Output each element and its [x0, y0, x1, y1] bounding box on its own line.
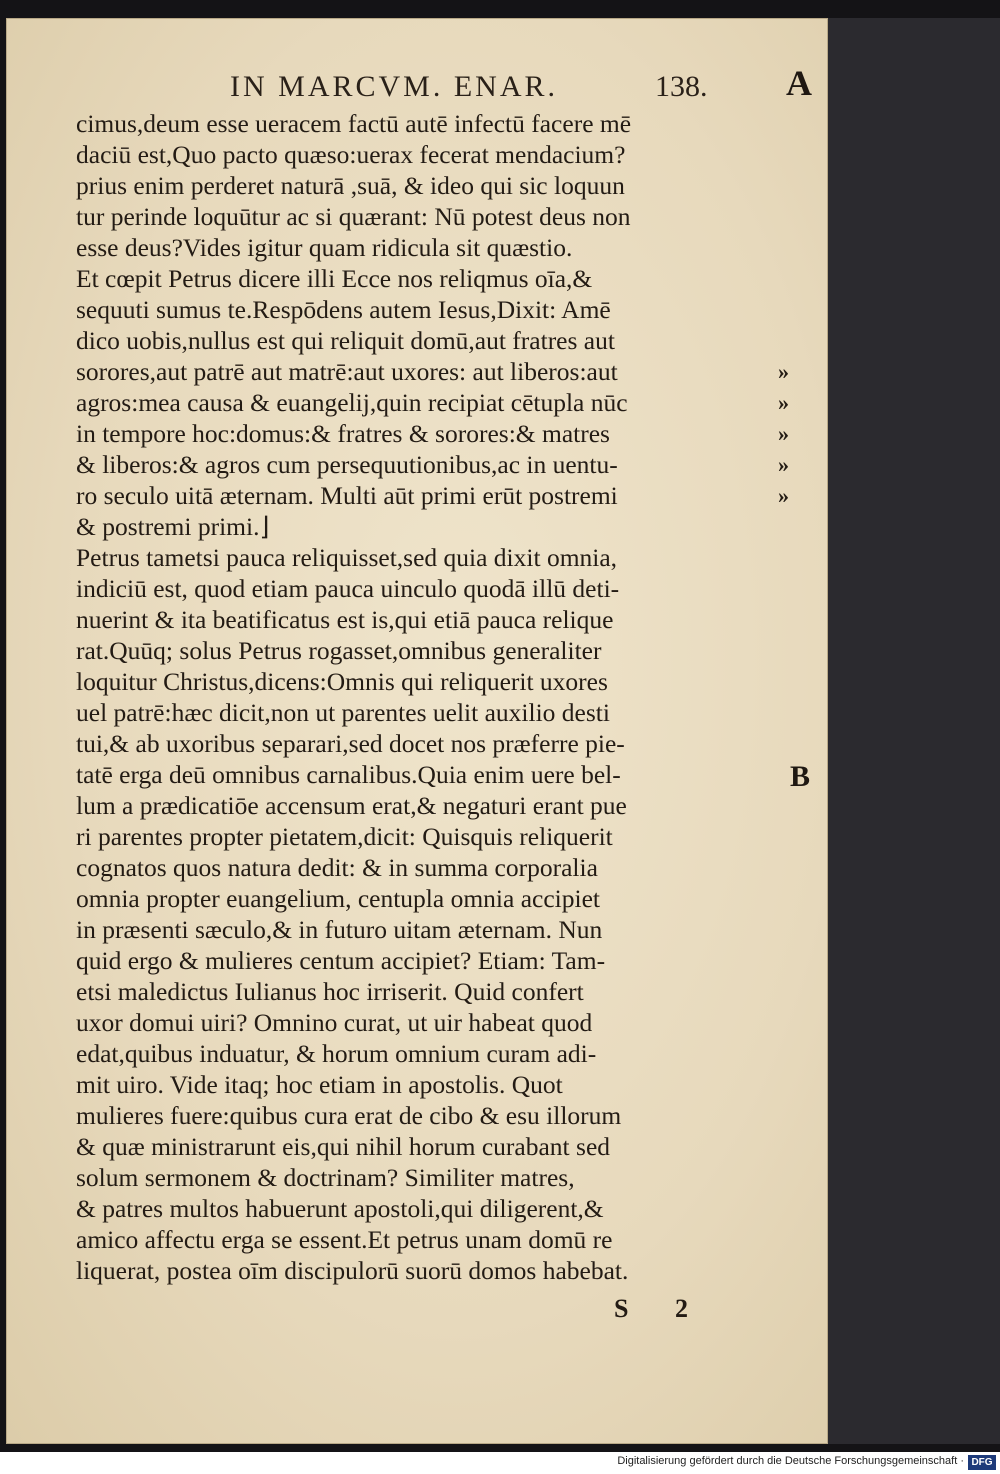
text-line: rat.Quūq; solus Petrus rogasset,omnibus generaliter	[76, 636, 602, 665]
text-line: prius enim perderet naturā ,suā, & ideo qui sic loquun	[76, 171, 625, 200]
signature-mark: S 2	[614, 1294, 708, 1323]
text-line: daciū est,Quo pacto quæso:uerax fecerat mendacium?	[76, 140, 626, 169]
text-line: Et cœpit Petrus dicere illi Ecce nos reliqmus oīa,&	[76, 264, 593, 293]
text-line: mit uiro. Vide itaq; hoc etiam in apostolis. Quot	[76, 1070, 563, 1099]
text-line: cognatos quos natura dedit: & in summa corporalia	[76, 853, 598, 882]
text-line: tur perinde loquūtur ac si quærant: Nū potest deus non	[76, 202, 631, 231]
text-line: solum sermonem & doctrinam? Similiter matres,	[76, 1163, 575, 1192]
text-line: in tempore hoc:domus:& fratres & sorores:& matres	[76, 419, 610, 448]
text-line: & postremi primi.⌋	[76, 512, 270, 541]
text-line: tui,& ab uxoribus separari,sed docet nos præferre pie-	[76, 729, 625, 758]
text-line: uel patrē:hæc dicit,non ut parentes uelit auxilio desti	[76, 698, 610, 727]
dark-margin-strip	[828, 18, 1000, 1444]
text-line: amico affectu erga se essent.Et petrus unam domū re	[76, 1225, 613, 1254]
footer-credit: Digitalisierung gefördert durch die Deutsche Forschungsgemeinschaft ·	[617, 1455, 964, 1467]
text-line: loquitur Christus,dicens:Omnis qui reliquerit uxores	[76, 667, 608, 696]
quote-mark: »	[778, 483, 789, 508]
text-line: ri parentes propter pietatem,dicit: Quisquis reliquerit	[76, 822, 613, 851]
text-line: mulieres fuere:quibus cura erat de cibo & esu illorum	[76, 1101, 622, 1130]
text-line: edat,quibus induatur, & horum omnium curam adi-	[76, 1039, 597, 1068]
dfg-logo-icon: DFG	[968, 1455, 996, 1470]
text-line: & quæ ministrarunt eis,qui nihil horum curabant sed	[76, 1132, 611, 1161]
text-line: dico uobis,nullus est qui reliquit domū,aut fratres aut	[76, 326, 615, 355]
margin-mark-b: B	[790, 760, 811, 793]
text-line: nuerint & ita beatificatus est is,qui etiā pauca relique	[76, 605, 614, 634]
quote-mark: »	[778, 421, 789, 446]
text-line: indiciū est, quod etiam pauca uinculo quodā illū deti-	[76, 574, 620, 603]
text-line: sequuti sumus te.Respōdens autem Iesus,Dixit: Amē	[76, 295, 611, 324]
quote-mark: »	[778, 390, 789, 415]
text-line: in præsenti sæculo,& in futuro uitam æternam. Nun	[76, 915, 603, 944]
text-line: & liberos:& agros cum persequutionibus,ac in uentu-	[76, 450, 618, 479]
text-line: tatē erga deū omnibus carnalibus.Quia enim uere bel-	[76, 760, 621, 789]
quote-mark: »	[778, 452, 789, 477]
text-line: agros:mea causa & euangelij,quin recipiat cētupla nūc	[76, 388, 628, 417]
footer-bar	[0, 1452, 1000, 1474]
text-line: omnia propter euangelium, centupla omnia accipiet	[76, 884, 600, 913]
text-line: ro seculo uitā æternam. Multi aūt primi erūt postremi	[76, 481, 618, 510]
text-line: etsi maledictus Iulianus hoc irriserit. Quid confert	[76, 977, 584, 1006]
margin-mark-a: A	[786, 63, 812, 103]
text-line: lum a prædicatiōe accensum erat,& negaturi erant pue	[76, 791, 627, 820]
text-line: Petrus tametsi pauca reliquisset,sed quia dixit omnia,	[76, 543, 618, 572]
text-line: cimus,deum esse ueracem factū autē infectū facere mē	[76, 109, 632, 138]
margin-quote-marks	[778, 356, 818, 511]
running-head: IN MARCVM. ENAR.	[230, 70, 559, 103]
quote-mark: »	[778, 359, 789, 384]
text-line: uxor domui uiri? Omnino curat, ut uir habeat quod	[76, 1008, 593, 1037]
body-text	[76, 108, 776, 1286]
text-line: quid ergo & mulieres centum accipiet? Etiam: Tam-	[76, 946, 606, 975]
text-line: liquerat, postea oīm discipulorū suorū domos habebat.	[76, 1256, 629, 1285]
text-line: esse deus?Vides igitur quam ridicula sit quæstio.	[76, 233, 573, 262]
folio-number: 138.	[655, 70, 708, 103]
text-line: & patres multos habuerunt apostoli,qui diligerent,&	[76, 1194, 604, 1223]
text-line: sorores,aut patrē aut matrē:aut uxores: aut liberos:aut	[76, 357, 618, 386]
